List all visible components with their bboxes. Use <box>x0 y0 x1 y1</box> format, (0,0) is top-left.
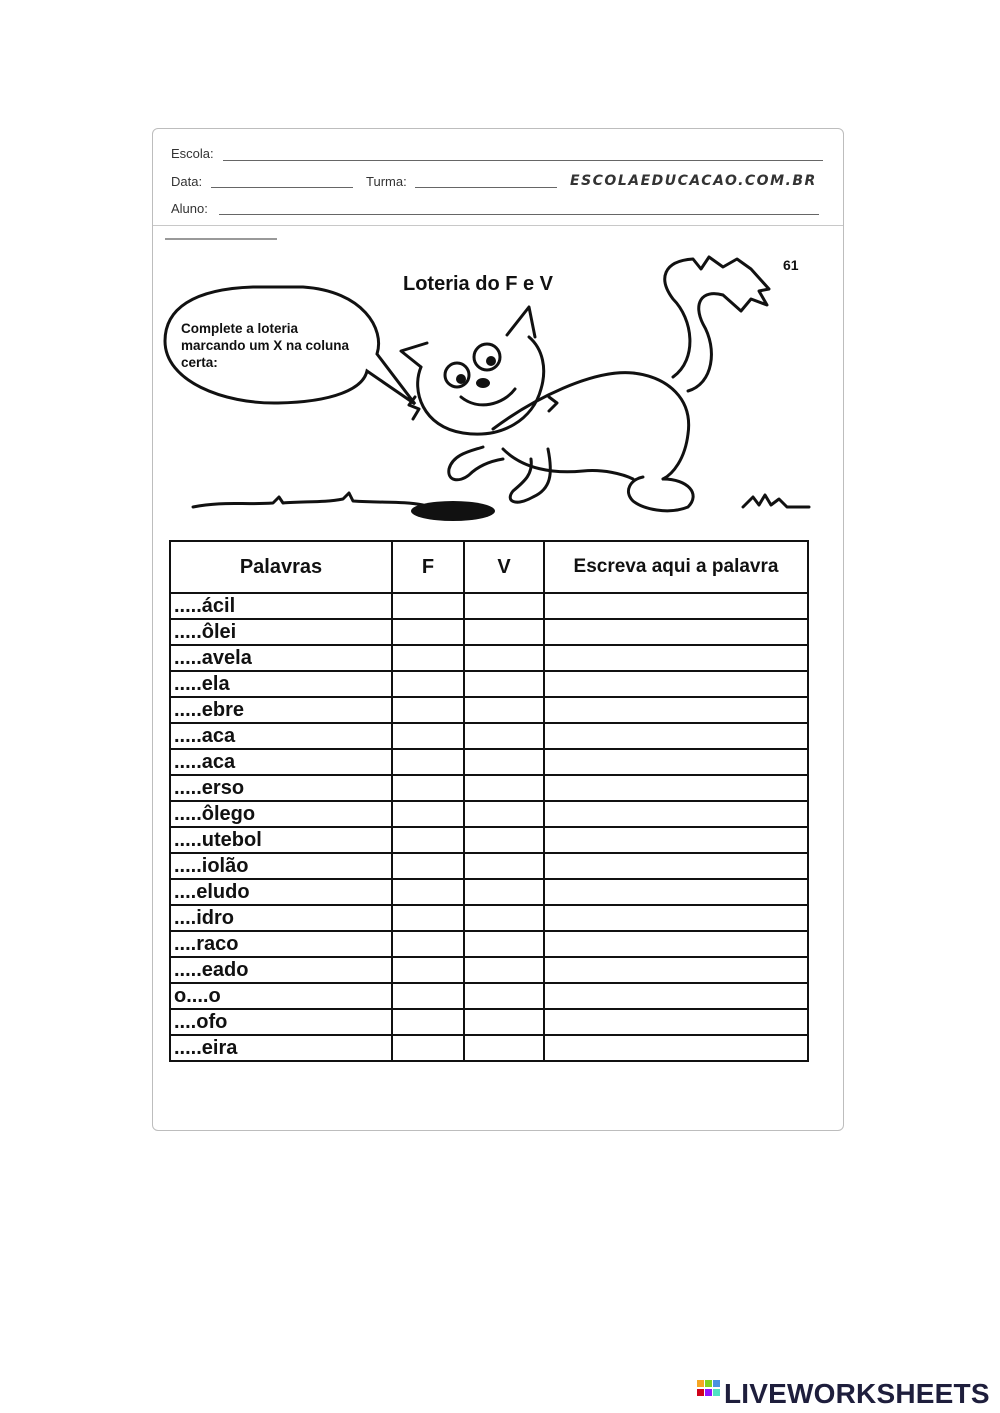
f-cell[interactable] <box>392 645 464 671</box>
v-cell[interactable] <box>464 905 544 931</box>
v-cell[interactable] <box>464 827 544 853</box>
worksheet-title: Loteria do F e V <box>403 273 554 295</box>
v-cell[interactable] <box>464 697 544 723</box>
table-row <box>170 1009 808 1035</box>
write-cell[interactable] <box>544 1009 808 1035</box>
f-cell[interactable] <box>392 749 464 775</box>
table-row <box>170 619 808 645</box>
write-cell[interactable] <box>544 723 808 749</box>
f-cell[interactable] <box>392 853 464 879</box>
word-cell: .....erso <box>170 775 392 801</box>
site-url: ESCOLAEDUCACAO.COM.BR <box>570 173 817 189</box>
table-row <box>170 827 808 853</box>
word-cell: .....ôlei <box>170 619 392 645</box>
table-row <box>170 879 808 905</box>
v-cell[interactable] <box>464 775 544 801</box>
cat-icon <box>153 129 845 549</box>
table-row <box>170 645 808 671</box>
write-cell[interactable] <box>544 1035 808 1061</box>
table-row <box>170 853 808 879</box>
write-cell[interactable] <box>544 775 808 801</box>
word-cell: .....ácil <box>170 593 392 619</box>
v-cell[interactable] <box>464 879 544 905</box>
word-cell: .....iolão <box>170 853 392 879</box>
word-cell: .....ela <box>170 671 392 697</box>
f-cell[interactable] <box>392 593 464 619</box>
v-cell[interactable] <box>464 957 544 983</box>
f-cell[interactable] <box>392 983 464 1009</box>
school-label: Escola: <box>171 146 214 161</box>
v-cell[interactable] <box>464 749 544 775</box>
word-cell: .....ebre <box>170 697 392 723</box>
v-cell[interactable] <box>464 801 544 827</box>
word-cell: .....ôlego <box>170 801 392 827</box>
v-cell[interactable] <box>464 593 544 619</box>
write-cell[interactable] <box>544 671 808 697</box>
word-cell: .....avela <box>170 645 392 671</box>
v-cell[interactable] <box>464 645 544 671</box>
f-cell[interactable] <box>392 697 464 723</box>
v-cell[interactable] <box>464 1035 544 1061</box>
word-cell: ....idro <box>170 905 392 931</box>
write-cell[interactable] <box>544 619 808 645</box>
f-cell[interactable] <box>392 1009 464 1035</box>
f-cell[interactable] <box>392 879 464 905</box>
f-cell[interactable] <box>392 619 464 645</box>
header-f: F <box>392 541 464 593</box>
table-row <box>170 957 808 983</box>
table-header-row <box>170 541 808 593</box>
header-write: Escreva aqui a palavra <box>544 541 808 593</box>
v-cell[interactable] <box>464 931 544 957</box>
lottery-table <box>169 540 809 1062</box>
table-row <box>170 775 808 801</box>
liveworksheets-logo-icon <box>697 1380 721 1406</box>
page-number: 61 <box>783 257 799 273</box>
word-cell: .....utebol <box>170 827 392 853</box>
v-cell[interactable] <box>464 723 544 749</box>
write-cell[interactable] <box>544 697 808 723</box>
word-cell: ....eludo <box>170 879 392 905</box>
worksheet-page <box>152 128 844 1131</box>
table-row <box>170 723 808 749</box>
write-cell[interactable] <box>544 879 808 905</box>
table-row <box>170 671 808 697</box>
f-cell[interactable] <box>392 905 464 931</box>
table-row <box>170 801 808 827</box>
write-cell[interactable] <box>544 931 808 957</box>
f-cell[interactable] <box>392 827 464 853</box>
v-cell[interactable] <box>464 671 544 697</box>
write-cell[interactable] <box>544 957 808 983</box>
write-cell[interactable] <box>544 593 808 619</box>
write-cell[interactable] <box>544 853 808 879</box>
student-label: Aluno: <box>171 201 208 216</box>
write-cell[interactable] <box>544 645 808 671</box>
f-cell[interactable] <box>392 931 464 957</box>
f-cell[interactable] <box>392 671 464 697</box>
table-row <box>170 697 808 723</box>
word-cell: .....eira <box>170 1035 392 1061</box>
date-label: Data: <box>171 174 203 189</box>
write-cell[interactable] <box>544 827 808 853</box>
f-cell[interactable] <box>392 775 464 801</box>
table-row <box>170 593 808 619</box>
f-cell[interactable] <box>392 723 464 749</box>
word-cell: .....aca <box>170 723 392 749</box>
f-cell[interactable] <box>392 957 464 983</box>
write-cell[interactable] <box>544 749 808 775</box>
word-cell: ....raco <box>170 931 392 957</box>
table-row <box>170 1035 808 1061</box>
class-label: Turma: <box>366 174 407 189</box>
v-cell[interactable] <box>464 853 544 879</box>
header-v: V <box>464 541 544 593</box>
word-cell: .....eado <box>170 957 392 983</box>
table-row <box>170 931 808 957</box>
table-row <box>170 749 808 775</box>
instruction-text: Complete a loteria marcando um X na coluna certa: <box>181 321 350 370</box>
word-cell: .....aca <box>170 749 392 775</box>
f-cell[interactable] <box>392 801 464 827</box>
header-words: Palavras <box>170 541 392 593</box>
word-cell: ....ofo <box>170 1009 392 1035</box>
table-row <box>170 905 808 931</box>
brand-name[interactable]: LIVEWORKSHEETS <box>724 1378 990 1409</box>
write-cell[interactable] <box>544 801 808 827</box>
write-cell[interactable] <box>544 905 808 931</box>
write-cell[interactable] <box>544 983 808 1009</box>
v-cell[interactable] <box>464 983 544 1009</box>
v-cell[interactable] <box>464 1009 544 1035</box>
f-cell[interactable] <box>392 1035 464 1061</box>
word-cell: o....o <box>170 983 392 1009</box>
v-cell[interactable] <box>464 619 544 645</box>
table-row <box>170 983 808 1009</box>
